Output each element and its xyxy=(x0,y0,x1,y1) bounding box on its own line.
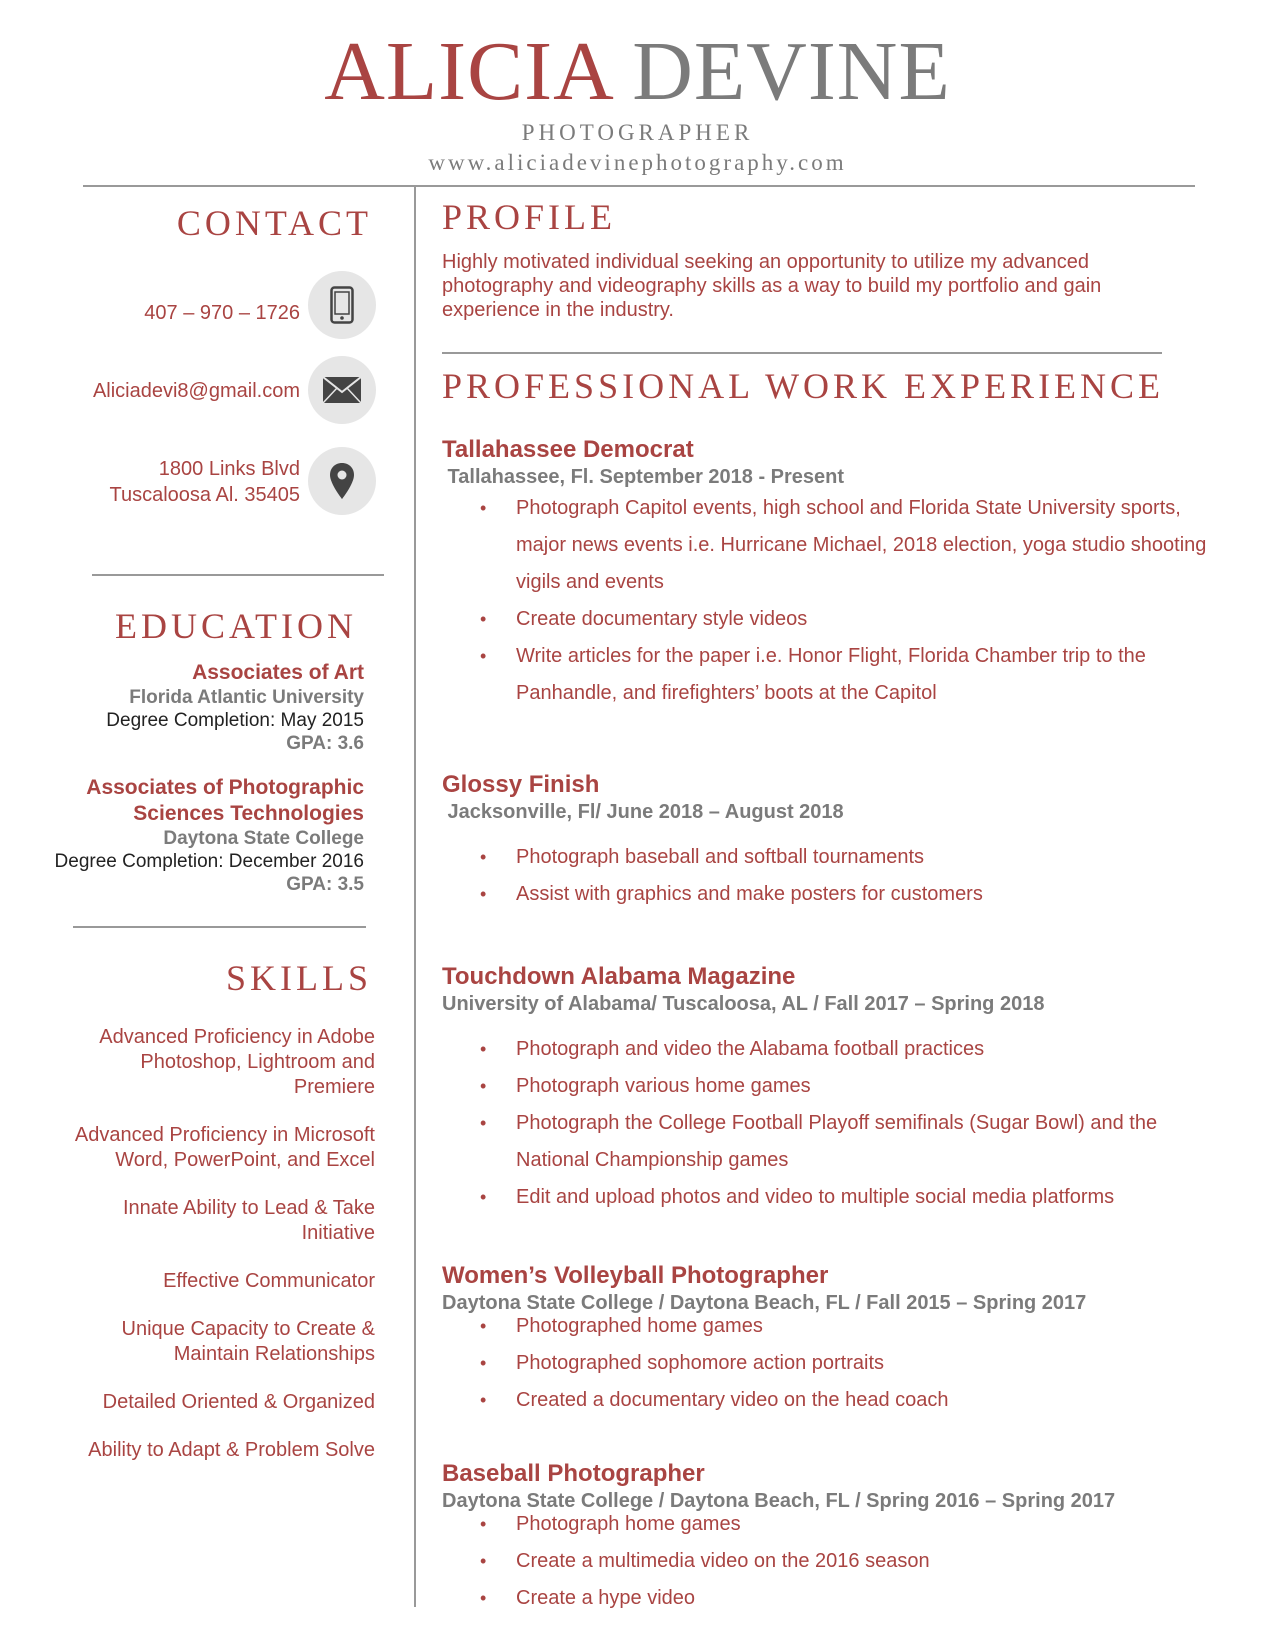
job-bullet: • Create documentary style videos xyxy=(442,601,1222,638)
gpa: GPA: 3.5 xyxy=(286,874,364,895)
company-name: Baseball Photographer xyxy=(442,1460,705,1487)
profile-heading: PROFILE xyxy=(442,197,617,237)
first-name: ALICIA xyxy=(324,25,611,118)
job-bullets xyxy=(442,490,1222,712)
skill-item: Innate Ability to Lead & Take Initiative xyxy=(122,1197,375,1244)
skill-item: Ability to Adapt & Problem Solve xyxy=(88,1439,375,1461)
address xyxy=(110,456,301,508)
job-meta: Daytona State College / Daytona Beach, FL / Spring 2016 – Spring 2017 xyxy=(442,1490,1116,1512)
job-bullet: • Photograph baseball and softball tournaments xyxy=(442,839,1222,876)
job-bullet: • Photograph home games xyxy=(442,1506,1222,1543)
school-name: Florida Atlantic University xyxy=(129,687,364,708)
education-entry xyxy=(106,660,364,755)
job-entry xyxy=(442,436,1222,712)
location-icon-circle xyxy=(308,447,376,515)
degree-title: Associates of Art xyxy=(192,661,364,684)
job-meta: University of Alabama/ Tuscaloosa, AL / Fall 2017 – Spring 2018 xyxy=(442,993,1045,1015)
company-name: Glossy Finish xyxy=(442,771,600,798)
job-bullet: • Write articles for the paper i.e. Honor Flight, Florida Chamber trip to the Panhandle, and firefighters’ boots at the Capitol xyxy=(442,638,1222,712)
job-entry xyxy=(442,771,1222,913)
school-name: Daytona State College xyxy=(163,828,364,849)
company-name: Tallahassee Democrat xyxy=(442,436,694,463)
profile-summary: Highly motivated individual seeking an opportunity to utilize my advanced photography and videography skills as a way to build my portfolio and gain experience in the industry. xyxy=(442,251,1102,321)
address-line-2: Tuscaloosa Al. 35405 xyxy=(109,484,300,506)
job-bullets xyxy=(442,839,1222,913)
resume-name xyxy=(0,22,1275,122)
skill-item: Detailed Oriented & Organized xyxy=(102,1391,375,1413)
email-icon-circle xyxy=(308,356,376,424)
website-url[interactable]: www.aliciadevinephotography.com xyxy=(428,150,847,175)
experience-heading: PROFESSIONAL WORK EXPERIENCE xyxy=(442,366,1165,406)
skill-item: Advanced Proficiency in Adobe Photoshop, Lightroom and Premiere xyxy=(99,1026,375,1098)
job-bullet: • Photographed home games xyxy=(442,1308,1222,1345)
job-entry xyxy=(442,1460,1222,1617)
skill-item: Effective Communicator xyxy=(163,1270,375,1292)
skill-item: Advanced Proficiency in Microsoft Word, PowerPoint, and Excel xyxy=(74,1124,375,1171)
job-bullet: • Photograph and video the Alabama football practices xyxy=(442,1031,1222,1068)
header-divider xyxy=(83,185,1195,187)
phone-icon-circle xyxy=(308,271,376,339)
job-title: PHOTOGRAPHER xyxy=(521,120,754,145)
job-bullet: • Photographed sophomore action portraits xyxy=(442,1345,1222,1382)
job-bullets xyxy=(442,1031,1222,1216)
envelope-icon xyxy=(322,376,362,404)
job-meta: Daytona State College / Daytona Beach, FL / Fall 2015 – Spring 2017 xyxy=(442,1292,1087,1314)
degree-title: Associates of Photographic xyxy=(86,776,364,799)
job-entry xyxy=(442,1262,1222,1419)
contact-heading: CONTACT xyxy=(176,203,372,243)
gpa: GPA: 3.6 xyxy=(286,733,364,754)
address-line-1: 1800 Links Blvd xyxy=(158,458,300,480)
email-address[interactable]: Aliciadevi8@gmail.com xyxy=(92,380,300,402)
job-bullet: • Photograph Capitol events, high school and Florida State University sports, major news events i.e. Hurricane Michael, 2018 election, yoga studio shooting vigils and events xyxy=(442,490,1222,601)
degree-title-line-2: Sciences Technologies xyxy=(133,802,364,825)
last-name: DEVINE xyxy=(632,25,951,118)
location-pin-icon xyxy=(329,462,355,500)
skill-item: Unique Capacity to Create & Maintain Relationships xyxy=(121,1318,375,1365)
skills-heading: SKILLS xyxy=(225,958,372,998)
skills-list xyxy=(55,1025,375,1486)
job-bullets xyxy=(442,1308,1222,1419)
degree-completion: Degree Completion: May 2015 xyxy=(106,710,364,731)
column-divider xyxy=(414,187,416,1607)
job-bullet: • Edit and upload photos and video to multiple social media platforms xyxy=(442,1179,1222,1216)
job-bullet: • Photograph the College Football Playoff semifinals (Sugar Bowl) and the National Championship games xyxy=(442,1105,1222,1179)
job-meta: Jacksonville, Fl/ June 2018 – August 2018 xyxy=(442,801,844,823)
education-divider xyxy=(73,926,366,928)
education-entry xyxy=(55,775,364,896)
job-entry xyxy=(442,963,1222,1216)
job-bullet: • Create a multimedia video on the 2016 season xyxy=(442,1543,1222,1580)
phone-icon xyxy=(330,286,354,324)
company-name: Touchdown Alabama Magazine xyxy=(442,963,796,990)
job-bullet: • Assist with graphics and make posters for customers xyxy=(442,876,1222,913)
contact-divider xyxy=(92,574,384,576)
profile-divider xyxy=(442,352,1162,354)
job-bullet: • Create a hype video xyxy=(442,1580,1222,1617)
job-meta: Tallahassee, Fl. September 2018 - Present xyxy=(442,466,845,488)
job-bullets xyxy=(442,1506,1222,1617)
job-bullet: • Photograph various home games xyxy=(442,1068,1222,1105)
education-heading: EDUCATION xyxy=(115,606,357,646)
job-bullet: • Created a documentary video on the head coach xyxy=(442,1382,1222,1419)
phone-number: 407 – 970 – 1726 xyxy=(144,302,300,324)
degree-completion: Degree Completion: December 2016 xyxy=(54,851,364,872)
company-name: Women’s Volleyball Photographer xyxy=(442,1262,829,1289)
